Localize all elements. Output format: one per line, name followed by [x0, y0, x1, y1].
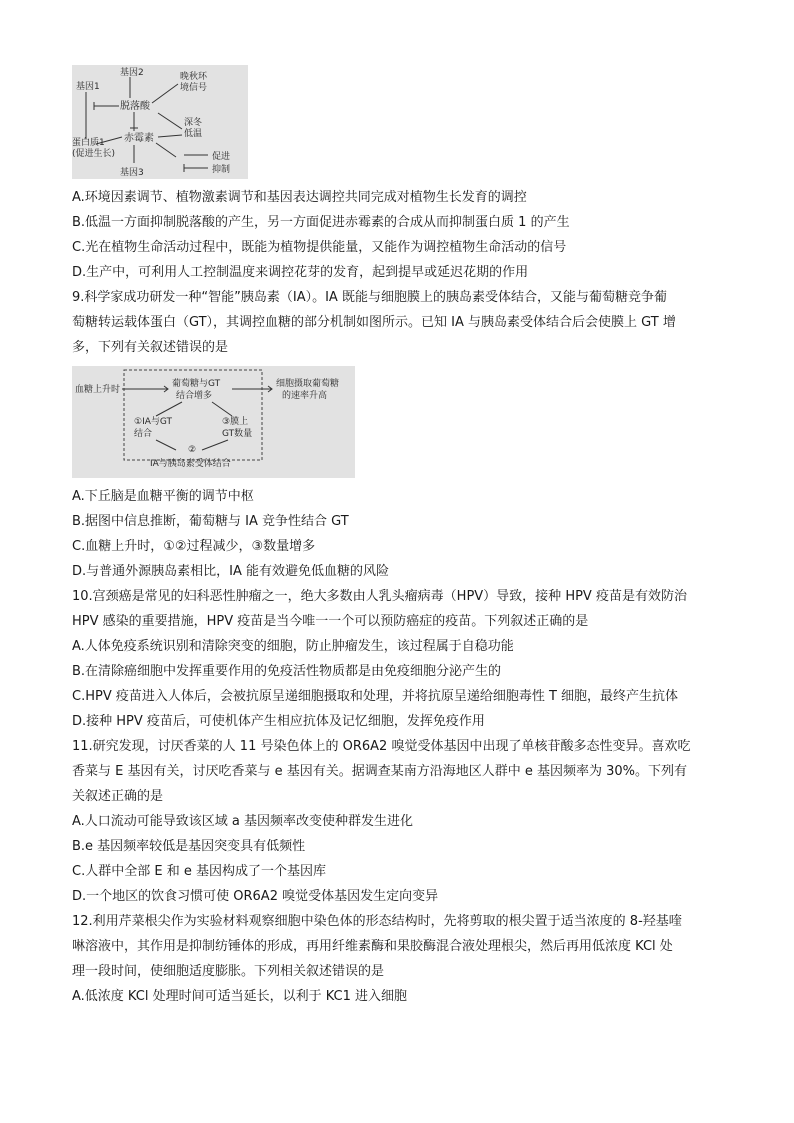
- q12-stem-line-3: 理一段时间，使细胞适度膨胀。下列相关叙述错误的是: [72, 964, 385, 979]
- step3-label-2: GT数量: [222, 429, 253, 439]
- step2-label: IA与胰岛素受体结合: [150, 459, 231, 469]
- q11-option-a: A.人口流动可能导致该区域 a 基因频率改变使种群发生进化: [72, 814, 414, 829]
- q11-option-d: D.一个地区的饮食习惯可使 OR6A2 嗅觉受体基因发生定向变异: [72, 889, 439, 904]
- insulin-mechanism-svg: [72, 366, 355, 478]
- q8-option-d: D.生产中，可利用人工控制温度来调控花芽的发育，起到提早或延迟花期的作用: [72, 265, 529, 280]
- q10-option-c: C.HPV 疫苗进入人体后，会被抗原呈递细胞摄取和处理，并将抗原呈递给细胞毒性 T 细胞，最终产生抗体: [72, 689, 679, 704]
- q11-option-c: C.人群中全部 E 和 e 基因构成了一个基因库: [72, 864, 326, 879]
- q11-stem-line-3: 关叙述正确的是: [72, 789, 164, 804]
- cell-uptake-label-1: 细胞摄取葡萄糖: [276, 379, 340, 389]
- q10-option-d: D.接种 HPV 疫苗后，可使机体产生相应抗体及记忆细胞，发挥免疫作用: [72, 714, 485, 729]
- glucose-gt-binding-label-2: 结合增多: [176, 391, 213, 401]
- step3-label-1: ③膜上: [222, 417, 249, 427]
- q10-stem-line-2: HPV 感染的重要措施，HPV 疫苗是当今唯一一个可以预防癌症的疫苗。下列叙述正确的是: [72, 614, 589, 629]
- protein1-label-1: 蛋白质1: [72, 138, 105, 148]
- gene2-label: 基因2: [120, 68, 144, 78]
- glucose-gt-binding-label-1: 葡萄糖与GT: [172, 379, 221, 389]
- q10-stem-line-1: 10.宫颈癌是常见的妇科恶性肿瘤之一，绝大多数由人乳头瘤病毒（HPV）导致，接种 HPV 疫苗是有效防治: [72, 589, 687, 604]
- q9-stem-line-3: 多，下列有关叙述错误的是: [72, 340, 229, 355]
- aba-label: 脱落酸: [120, 101, 150, 112]
- q11-stem-line-2: 香菜与 E 基因有关，讨厌吃香菜与 e 基因有关。据调查某南方沿海地区人群中 e 基因频率为 30%。下列有: [72, 764, 688, 779]
- q9-option-d: D.与普通外源胰岛素相比，IA 能有效避免低血糖的风险: [72, 564, 390, 579]
- q9-stem-line-1: 9.科学家成功研发一种“智能”胰岛素（IA）。IA 既能与细胞膜上的胰岛素受体结合，又能与葡萄糖竞争葡: [72, 290, 667, 305]
- figure-gene-hormone-diagram: [72, 65, 248, 179]
- q12-stem-line-1: 12.利用芹菜根尖作为实验材料观察细胞中染色体的形态结构时，先将剪取的根尖置于适当浓度的 8-羟基喹: [72, 914, 682, 929]
- legend-promote-label: 促进: [212, 152, 231, 162]
- gene-hormone-diagram-svg: [72, 65, 248, 179]
- gene1-label: 基因1: [76, 82, 100, 92]
- q9-option-b: B.据图中信息推断，葡萄糖与 IA 竞争性结合 GT: [72, 514, 349, 529]
- q10-option-b: B.在清除癌细胞中发挥重要作用的免疫活性物质都是由免疫细胞分泌产生的: [72, 664, 502, 679]
- q9-option-c: C.血糖上升时，①②过程减少，③数量增多: [72, 539, 316, 554]
- winter-cold-label-2: 低温: [184, 129, 203, 139]
- q8-option-a: A.环境因素调节、植物激素调节和基因表达调控共同完成对植物生长发育的调控: [72, 190, 527, 205]
- step1-label-2: 结合: [134, 429, 153, 439]
- gene3-label: 基因3: [120, 168, 144, 178]
- autumn-signal-label-1: 晚秋环: [180, 72, 208, 82]
- q12-stem-line-2: 啉溶液中，其作用是抑制纺锤体的形成，再用纤维素酶和果胶酶混合液处理根尖，然后再用低浓度 KCl 处: [72, 939, 673, 954]
- q12-option-a: A.低浓度 KCl 处理时间可适当延长，以利于 KC1 进入细胞: [72, 989, 407, 1004]
- ga-label: 赤霉素: [124, 133, 154, 144]
- autumn-signal-label-2: 境信号: [180, 83, 208, 93]
- blood-sugar-rise-label: 血糖上升时: [75, 385, 121, 395]
- legend-inhibit-label: 抑制: [212, 165, 231, 175]
- q9-option-a: A.下丘脑是血糖平衡的调节中枢: [72, 489, 254, 504]
- protein1-label-2: (促进生长): [72, 149, 116, 159]
- q9-stem-line-2: 萄糖转运载体蛋白（GT），其调控血糖的部分机制如图所示。已知 IA 与胰岛素受体结合后会使膜上 GT 增: [72, 315, 676, 330]
- winter-cold-label-1: 深冬: [184, 118, 203, 128]
- q10-option-a: A.人体免疫系统识别和清除突变的细胞，防止肿瘤发生，该过程属于自稳功能: [72, 639, 514, 654]
- q11-option-b: B.e 基因频率较低是基因突变具有低频性: [72, 839, 306, 854]
- step2-number: ②: [188, 445, 197, 455]
- figure-smart-insulin-mechanism: [72, 366, 355, 478]
- step1-label-1: ①IA与GT: [134, 417, 173, 427]
- q8-option-c: C.光在植物生命活动过程中，既能为植物提供能量，又能作为调控植物生命活动的信号: [72, 240, 567, 255]
- cell-uptake-label-2: 的速率升高: [282, 391, 328, 401]
- q8-option-b: B.低温一方面抑制脱落酸的产生，另一方面促进赤霉素的合成从而抑制蛋白质 1 的产生: [72, 215, 570, 230]
- q11-stem-line-1: 11.研究发现，讨厌香菜的人 11 号染色体上的 OR6A2 嗅觉受体基因中出现了单核苷酸多态性变异。喜欢吃: [72, 739, 691, 754]
